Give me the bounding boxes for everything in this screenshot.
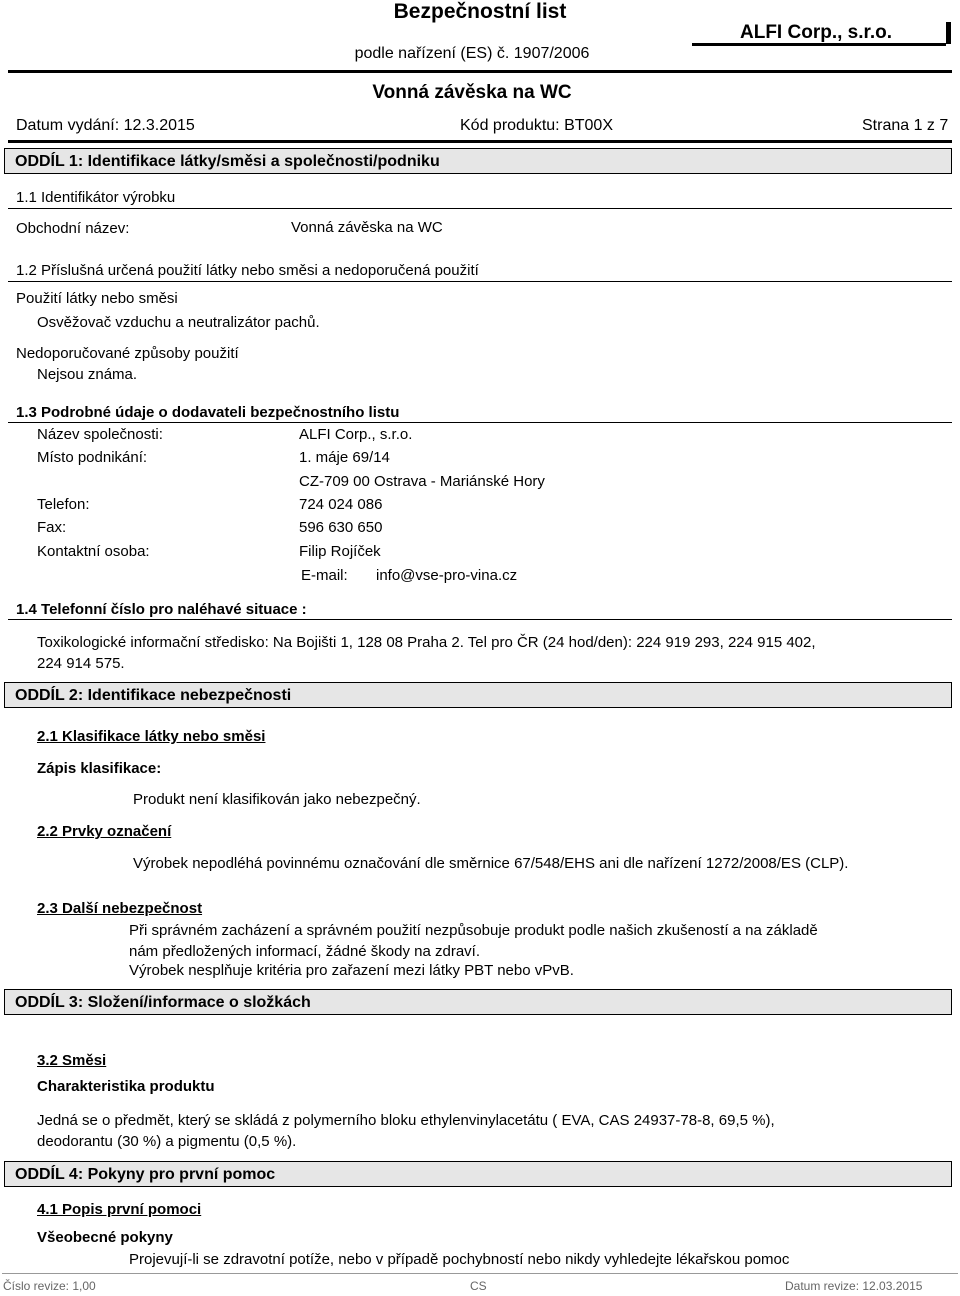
contact-label: Kontaktní osoba: [37,543,150,560]
product-code: Kód produktu: BT00X [460,117,613,134]
header-bar-mark [946,22,951,44]
section3-heading: ODDÍL 3: Složení/informace o složkách [4,989,952,1015]
s41-title: 4.1 Popis první pomoci [37,1201,202,1218]
general-text: Projevují-li se zdravotní potíže, nebo v případě pochybností nebo nikdy vyhledejte lékařskou pomoc [129,1251,790,1268]
characteristics-text: Jedná se o předmět, který se skládá z polymerního bloku ethylenvinylacetátu ( EVA, CAS 24937-78-8, 69,5 %), deodorantu (30 %) a pigmentu (0,5 %). [37,1112,775,1150]
company-label: Název společnosti: [37,426,163,443]
email-label: E-mail: [301,567,348,584]
contact-value: Filip Rojíček [299,543,381,560]
emergency-text: Toxikologické informační středisko: Na Bojišti 1, 128 08 Praha 2. Tel pro ČR (24 hod/den): 224 919 293, 224 915 402, 224 914 575. [37,634,816,672]
s21-title: 2.1 Klasifikace látky nebo směsi [37,728,266,745]
s13-rule [8,422,952,423]
product-name: Vonná závěska na WC [372,82,572,103]
s12-rule [8,281,952,282]
header-rule-short [692,43,946,46]
document-title: Bezpečnostní list [393,0,567,23]
revision-number: Číslo revize: 1,00 [3,1279,96,1293]
footer-rule [2,1273,958,1274]
s14-title: 1.4 Telefonní číslo pro naléhavé situace : [16,601,307,618]
address-line1: 1. máje 69/14 [299,449,390,466]
classification-label: Zápis klasifikace: [37,760,162,777]
section4-heading: ODDÍL 4: Pokyny pro první pomoc [4,1161,952,1187]
pbt-text: Výrobek nesplňuje kritéria pro zařazení mezi látky PBT nebo vPvB. [129,962,574,979]
not-recommended-value: Nejsou známa. [37,366,138,383]
address-line2: CZ-709 00 Ostrava - Mariánské Hory [299,473,545,490]
header-rule-top [8,70,952,73]
header-rule-bottom [8,140,952,143]
company-value: ALFI Corp., s.r.o. [299,426,413,443]
fax-value: 596 630 650 [299,519,383,536]
s11-rule [8,208,952,209]
trade-name-value: Vonná závěska na WC [291,219,443,236]
characteristics-label: Charakteristika produktu [37,1078,215,1095]
s11-title: 1.1 Identifikátor výrobku [16,189,176,206]
trade-name-label: Obchodní název: [16,220,130,237]
email-value[interactable]: info@vse-pro-vina.cz [376,567,518,584]
regulation-subtitle: podle nařízení (ES) č. 1907/2006 [354,45,590,62]
other-hazards-text: Při správném zacházení a správném použití nezpůsobuje produkt podle našich zkušeností a na základě nám předložených informací, žádné škody na zdraví. [129,922,818,960]
company-header: ALFI Corp., s.r.o. [740,22,893,43]
s23-title: 2.3 Další nebezpečnost [37,900,203,917]
s12-title: 1.2 Příslušná určená použití látky nebo směsi a nedoporučená použití [16,262,479,279]
labelling-text: Výrobek nepodléhá povinnému označování dle směrnice 67/548/EHS ani dle nařízení 1272/2008/ES (CLP). [133,855,849,872]
section2-heading: ODDÍL 2: Identifikace nebezpečnosti [4,682,952,708]
s13-title: 1.3 Podrobné údaje o dodavateli bezpečnostního listu [16,404,400,421]
phone-value: 724 024 086 [299,496,383,513]
use-value: Osvěžovač vzduchu a neutralizátor pachů. [37,314,320,331]
not-recommended-label: Nedoporučované způsoby použití [16,345,239,362]
general-label: Všeobecné pokyny [37,1229,173,1246]
language-code: CS [470,1279,487,1293]
s22-title: 2.2 Prvky označení [37,823,172,840]
phone-label: Telefon: [37,496,90,513]
fax-label: Fax: [37,519,67,536]
revision-date: Datum revize: 12.03.2015 [785,1279,923,1293]
classification-value: Produkt není klasifikován jako nebezpečný. [133,791,421,808]
s32-title: 3.2 Směsi [37,1052,107,1069]
page-number: Strana 1 z 7 [862,117,949,134]
s14-rule [8,619,952,620]
section1-heading: ODDÍL 1: Identifikace látky/směsi a společnosti/podniku [4,148,952,174]
address-label: Místo podnikání: [37,449,148,466]
use-label: Použití látky nebo směsi [16,290,178,307]
issue-date: Datum vydání: 12.3.2015 [16,117,195,134]
